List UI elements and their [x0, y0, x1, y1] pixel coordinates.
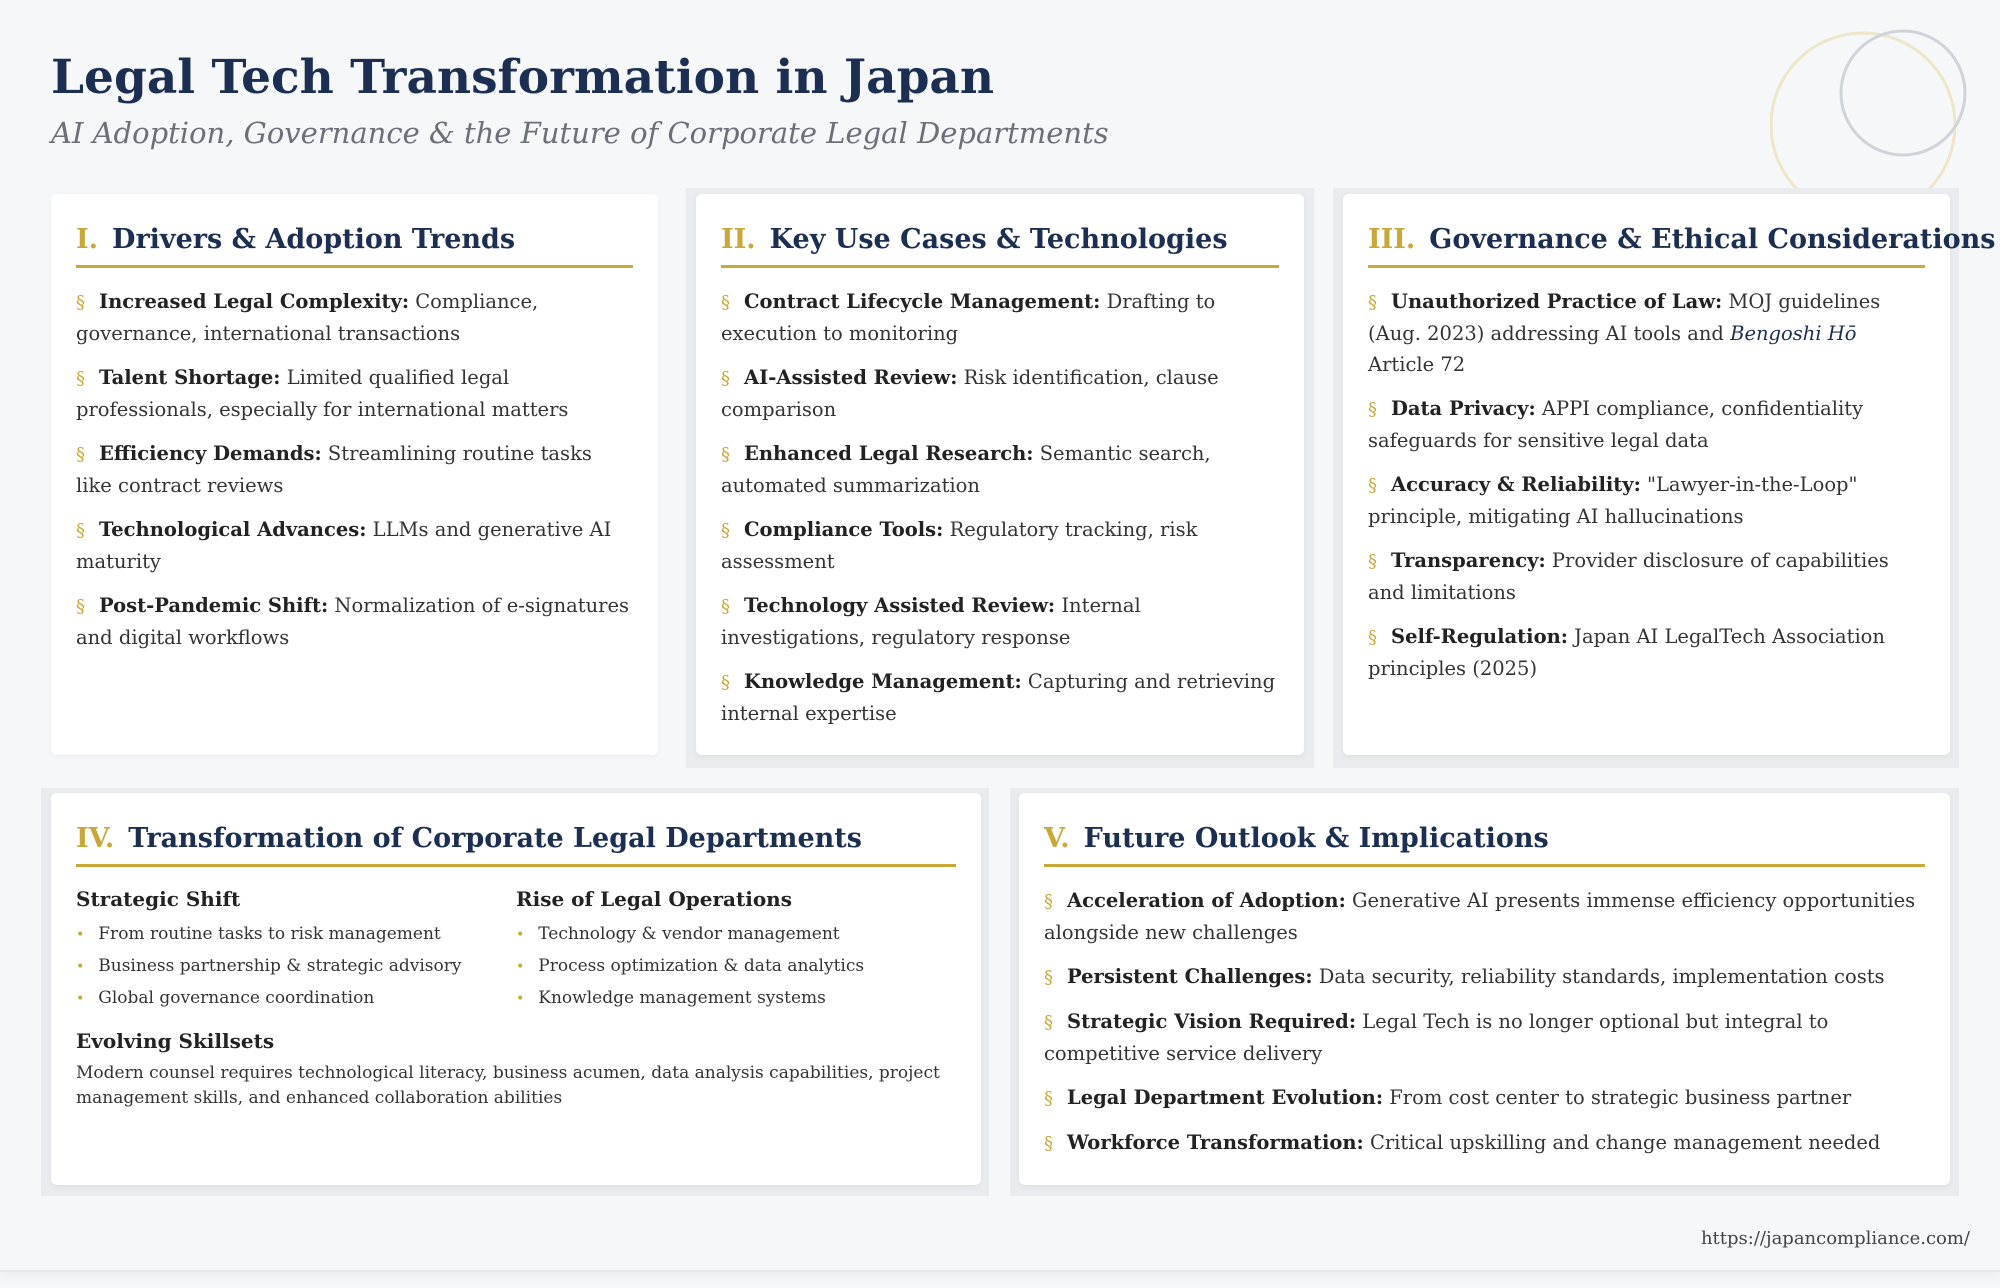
item-text: Generative AI presents immense efficiency opportunities alongside new challenges — [1044, 889, 1916, 944]
list-item — [1368, 393, 1925, 456]
section-header — [1044, 823, 1925, 867]
item-label: Unauthorized Practice of Law: — [1391, 290, 1723, 313]
section-items — [76, 286, 633, 653]
section-title: Key Use Cases & Technologies — [769, 224, 1228, 255]
list-item — [76, 438, 633, 501]
subsection-heading: Evolving Skillsets — [76, 1029, 275, 1053]
section-numeral: II. — [721, 224, 756, 255]
item-label: Data Privacy: — [1391, 397, 1536, 420]
bullet-dot-icon: • — [76, 927, 85, 943]
section-header — [721, 224, 1279, 268]
item-label: Technology Assisted Review: — [744, 594, 1056, 617]
item-label: Technological Advances: — [99, 518, 367, 541]
item-label: Enhanced Legal Research: — [744, 442, 1034, 465]
section-items — [1044, 885, 1925, 1159]
item-text: Process optimization & data analytics — [538, 956, 865, 976]
section-sign-icon: § — [1044, 1133, 1053, 1154]
section-items — [1368, 286, 1925, 684]
list-item — [1044, 961, 1925, 993]
section-governance-card — [1343, 194, 1996, 755]
list-item — [721, 666, 1279, 729]
item-label: Post-Pandemic Shift: — [99, 594, 329, 617]
list-item — [1368, 621, 1925, 684]
section-sign-icon: § — [1368, 475, 1377, 496]
list-item — [76, 590, 633, 653]
evolving-skillsets — [76, 1029, 956, 1111]
list-item — [1044, 1006, 1925, 1069]
list-item — [1368, 469, 1925, 532]
item-text: Drafting to execution to monitoring — [721, 290, 1216, 345]
item-label: Increased Legal Complexity: — [99, 290, 410, 313]
list-item — [76, 362, 633, 425]
section-sign-icon: § — [76, 444, 85, 465]
section-sign-icon: § — [721, 444, 730, 465]
item-label: Contract Lifecycle Management: — [744, 290, 1101, 313]
section-numeral: V. — [1044, 823, 1070, 854]
bullet-dot-icon: • — [516, 959, 525, 975]
item-text: APPI compliance, confidentiality safeguards for sensitive legal data — [1368, 397, 1864, 452]
item-text: Japan AI LegalTech Association principles (2025) — [1368, 625, 1885, 680]
section-sign-icon: § — [721, 520, 730, 541]
item-text: Data security, reliability standards, implementation costs — [1318, 965, 1885, 988]
legal-operations-column — [516, 887, 956, 1015]
section-numeral: IV. — [76, 823, 115, 854]
strategic-shift-column — [76, 887, 516, 1015]
section-title: Governance & Ethical Considerations — [1429, 224, 1996, 255]
item-label: Knowledge Management: — [744, 670, 1022, 693]
subsection-heading: Rise of Legal Operations — [516, 887, 792, 911]
list-item — [516, 919, 956, 951]
section-numeral: I. — [76, 224, 99, 255]
item-text: MOJ guidelines (Aug. 2023) addressing AI tools and — [1368, 290, 1881, 345]
item-text: LLMs and generative AI maturity — [76, 518, 612, 573]
item-label: Legal Department Evolution: — [1067, 1086, 1384, 1109]
list-item — [76, 286, 633, 349]
section-header — [76, 823, 956, 867]
item-text: Critical upskilling and change management needed — [1369, 1131, 1881, 1154]
list-item — [721, 362, 1279, 425]
list-item — [76, 514, 633, 577]
list-item — [721, 590, 1279, 653]
section-transformation-card — [51, 793, 981, 1185]
item-label: Persistent Challenges: — [1067, 965, 1313, 988]
section-sign-icon: § — [76, 596, 85, 617]
item-label: Efficiency Demands: — [99, 442, 322, 465]
section-header — [1368, 224, 1996, 268]
section-title: Future Outlook & Implications — [1083, 823, 1549, 854]
item-text: Compliance, governance, international transactions — [76, 290, 539, 345]
item-text: Risk identification, clause comparison — [721, 366, 1219, 421]
item-text: Technology & vendor management — [538, 924, 840, 944]
page-title: Legal Tech Transformation in Japan — [51, 50, 995, 105]
item-label: Self-Regulation: — [1391, 625, 1568, 648]
item-text: Streamlining routine tasks like contract reviews — [76, 442, 592, 497]
section-outlook-card — [1019, 793, 1950, 1185]
section-sign-icon: § — [1368, 292, 1377, 313]
bullet-dot-icon: • — [76, 991, 85, 1007]
list-item — [1044, 1127, 1925, 1159]
item-text: Regulatory tracking, risk assessment — [721, 518, 1198, 573]
item-label: Talent Shortage: — [99, 366, 281, 389]
section-sign-icon: § — [1044, 1088, 1053, 1109]
item-text: Global governance coordination — [98, 988, 375, 1008]
item-text: Provider disclosure of capabilities and limitations — [1368, 549, 1889, 604]
list-item — [516, 951, 956, 983]
item-label: AI-Assisted Review: — [744, 366, 958, 389]
list-item — [721, 438, 1279, 501]
section-drivers-card — [51, 194, 658, 755]
section-sign-icon: § — [76, 292, 85, 313]
list-item — [1368, 286, 1925, 380]
section-sign-icon: § — [76, 368, 85, 389]
list-item — [76, 951, 516, 983]
bullet-dot-icon: • — [516, 991, 525, 1007]
list-item — [76, 919, 516, 951]
section-title: Transformation of Corporate Legal Departments — [128, 823, 862, 854]
list-item — [516, 983, 956, 1015]
bullet-dot-icon: • — [76, 959, 85, 975]
item-text-after: Article 72 — [1368, 353, 1466, 376]
item-text: Capturing and retrieving internal expertise — [721, 670, 1276, 725]
item-text: Business partnership & strategic advisory — [98, 956, 462, 976]
list-item — [76, 983, 516, 1015]
section-numeral: III. — [1368, 224, 1416, 255]
section-sign-icon: § — [1368, 551, 1377, 572]
section-items — [721, 286, 1279, 729]
item-label: Workforce Transformation: — [1067, 1131, 1364, 1154]
item-label: Transparency: — [1391, 549, 1546, 572]
subsection-heading: Strategic Shift — [76, 887, 241, 911]
section-sign-icon: § — [721, 368, 730, 389]
bullet-list — [516, 919, 956, 1015]
skillsets-text: Modern counsel requires technological literacy, business acumen, data analysis capabilities, project management skills, and enhanced collaboration abilities — [76, 1063, 940, 1108]
list-item — [1368, 545, 1925, 608]
section-sign-icon: § — [76, 520, 85, 541]
list-item — [1044, 1082, 1925, 1114]
section-title: Drivers & Adoption Trends — [112, 224, 516, 255]
item-text: Normalization of e-signatures and digital workflows — [76, 594, 630, 649]
section-sign-icon: § — [1044, 967, 1053, 988]
section-sign-icon: § — [1368, 627, 1377, 648]
section-use-cases-card — [696, 194, 1304, 755]
item-label: Compliance Tools: — [744, 518, 944, 541]
item-text: From cost center to strategic business partner — [1389, 1086, 1852, 1109]
item-text: From routine tasks to risk management — [98, 924, 441, 944]
bullet-list — [76, 919, 516, 1015]
item-text: Internal investigations, regulatory response — [721, 594, 1141, 649]
item-label: Accuracy & Reliability: — [1391, 473, 1641, 496]
section-header — [76, 224, 633, 268]
item-text: Semantic search, automated summarization — [721, 442, 1211, 497]
subsection-columns — [76, 887, 956, 1015]
section-sign-icon: § — [1044, 891, 1053, 912]
section-sign-icon: § — [721, 292, 730, 313]
item-text: Limited qualified legal professionals, especially for international matters — [76, 366, 569, 421]
item-text: Knowledge management systems — [538, 988, 826, 1008]
item-text: Legal Tech is no longer optional but integral to competitive service delivery — [1044, 1010, 1829, 1065]
list-item — [721, 514, 1279, 577]
item-label: Acceleration of Adoption: — [1067, 889, 1346, 912]
section-sign-icon: § — [721, 672, 730, 693]
list-item — [721, 286, 1279, 349]
bullet-dot-icon: • — [516, 927, 525, 943]
section-sign-icon: § — [721, 596, 730, 617]
page-subtitle: AI Adoption, Governance & the Future of Corporate Legal Departments — [51, 116, 1109, 150]
footer-url: https://japancompliance.com/ — [1700, 1228, 1970, 1249]
list-item — [1044, 885, 1925, 948]
item-italic-term: Bengoshi Hō — [1730, 322, 1857, 345]
section-sign-icon: § — [1368, 399, 1377, 420]
item-text: "Lawyer-in-the-Loop" principle, mitigating AI hallucinations — [1368, 473, 1858, 528]
item-label: Strategic Vision Required: — [1067, 1010, 1357, 1033]
section-sign-icon: § — [1044, 1012, 1053, 1033]
